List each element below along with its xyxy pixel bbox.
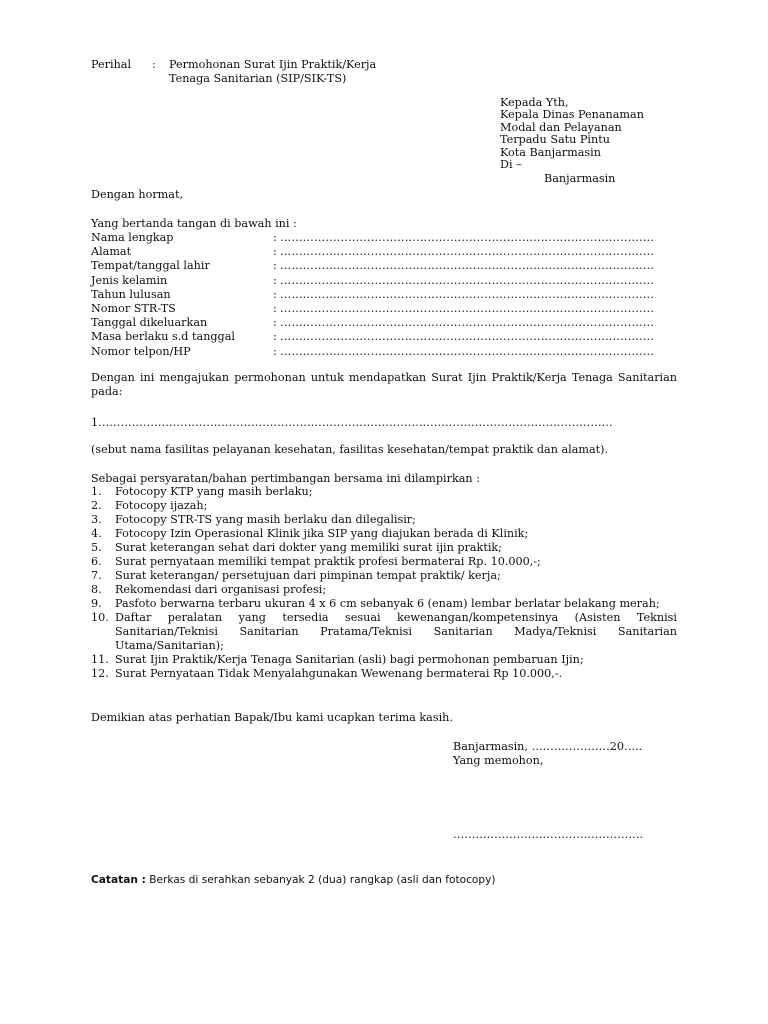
field-row-masa-berlaku [91, 330, 671, 344]
field-blank: ……………………………………………………………………………………… [280, 259, 655, 273]
subject-label: Perihal [91, 58, 132, 71]
requirement-item [91, 569, 677, 583]
requirements-list [91, 485, 677, 681]
requirement-number: 7. [91, 569, 102, 582]
signature-line: …………………………………………… [453, 828, 644, 841]
requirement-text: Rekomendasi dari organisasi profesi; [115, 583, 327, 596]
requirement-text: Daftar peralatan yang tersedia sesuai kewenangan/kompetensinya (Asisten Teknisi Sanitarian/Teknisi Sanitarian Pratama/Teknisi Sanitarian Madya/Teknisi Sanitarian Utama/Sanitarian); [115, 611, 677, 652]
field-label: Masa berlaku s.d tanggal [91, 330, 235, 344]
requirement-number: 8. [91, 583, 102, 596]
requirement-item [91, 527, 677, 541]
field-blank: ……………………………………………………………………………………… [280, 245, 655, 259]
requirement-text: Fotocopy ijazah; [115, 499, 208, 512]
requirement-number: 1. [91, 485, 102, 498]
field-blank: ……………………………………………………………………………………… [280, 301, 655, 315]
requirement-item [91, 611, 677, 653]
field-row-tanggal-dikeluarkan [91, 316, 671, 330]
requirements-intro: Sebagai persyaratan/bahan pertimbangan bersama ini dilampirkan : [91, 472, 480, 485]
requirement-text: Fotocopy STR-TS yang masih berlaku dan dilegalisir; [115, 513, 416, 526]
field-blank: ……………………………………………………………………………………… [280, 231, 655, 244]
facility-blank-line: 1………………………………………………………………………………………………………………………… [91, 416, 613, 429]
requirement-item [91, 499, 677, 513]
requirement-number: 12. [91, 667, 109, 680]
requirement-item [91, 653, 677, 667]
closing-sentence: Demikian atas perhatian Bapak/Ibu kami ucapkan terima kasih. [91, 711, 453, 724]
field-blank: ……………………………………………………………………………………… [280, 344, 655, 358]
intro-text: Yang bertanda tangan di bawah ini : [91, 217, 297, 230]
signature-place-date: Banjarmasin, …………………20….. [453, 740, 643, 753]
requirement-text: Surat keterangan sehat dari dokter yang memiliki surat ijin praktik; [115, 541, 502, 554]
field-row-jenis-kelamin [91, 274, 671, 288]
field-blank: ……………………………………………………………………………………… [280, 316, 655, 330]
note [91, 873, 496, 887]
requirement-number: 9. [91, 597, 102, 610]
facility-note: (sebut nama fasilitas pelayanan kesehatan, fasilitas kesehatan/tempat praktik dan alamat). [91, 443, 609, 456]
requirement-text: Surat keterangan/ persetujuan dari pimpinan tempat praktik/ kerja; [115, 569, 501, 582]
field-colon: : [273, 245, 277, 259]
requirement-item [91, 555, 677, 569]
note-text: Berkas di serahkan sebanyak 2 (dua) rangkap (asli dan fotocopy) [145, 874, 496, 886]
requirement-number: 5. [91, 541, 102, 554]
field-colon: : [273, 231, 277, 244]
subject-colon: : [152, 58, 156, 71]
requirement-text: Surat Ijin Praktik/Kerja Tenaga Sanitarian (asli) bagi permohonan pembaruan Ijin; [115, 653, 584, 666]
addressee-line: Kepada Yth, [500, 96, 569, 109]
addressee-city: Banjarmasin [544, 172, 616, 186]
requirement-number: 2. [91, 499, 102, 512]
field-label: Nomor STR-TS [91, 301, 176, 315]
field-blank: ……………………………………………………………………………………… [280, 273, 655, 287]
subject-text [169, 58, 376, 86]
field-label: Nama lengkap [91, 231, 174, 244]
requirement-text: Fotocopy Izin Operasional Klinik jika SIP yang diajukan berada di Klinik; [115, 527, 529, 540]
requirement-text: Surat pernyataan memiliki tempat praktik profesi bermaterai Rp. 10.000,-; [115, 555, 541, 568]
field-row-nomor-telpon [91, 345, 671, 359]
requirement-number: 4. [91, 527, 102, 540]
field-colon: : [273, 301, 277, 315]
field-label: Alamat [91, 245, 132, 259]
field-label: Jenis kelamin [91, 273, 168, 287]
addressee-line: Terpadu Satu Pintu [500, 133, 610, 147]
requirement-item [91, 667, 677, 681]
field-label: Tempat/tanggal lahir [91, 259, 210, 273]
addressee-line: Di – [500, 157, 522, 171]
requirement-text: Surat Pernyataan Tidak Menyalahgunakan Wewenang bermaterai Rp 10.000,-. [115, 667, 563, 680]
field-colon: : [273, 287, 277, 301]
field-row-ttl [91, 259, 671, 273]
requirement-item [91, 541, 677, 555]
field-label: Tahun lulusan [91, 287, 171, 301]
subject-line-1: Permohonan Surat Ijin Praktik/Kerja [169, 58, 377, 71]
requirement-item [91, 597, 677, 611]
requirement-text: Fotocopy KTP yang masih berlaku; [115, 485, 313, 498]
note-label: Catatan : [91, 874, 146, 886]
field-row-nama [91, 231, 671, 245]
field-row-alamat [91, 245, 671, 259]
request-paragraph: Dengan ini mengajukan permohonan untuk mendapatkan Surat Ijin Praktik/Kerja Tenaga Sanitarian pada: [91, 371, 677, 398]
addressee-line: Modal dan Pelayanan [500, 120, 622, 134]
subject-line-2: Tenaga Sanitarian (SIP/SIK-TS) [169, 72, 347, 85]
field-colon: : [273, 330, 277, 344]
requirement-item [91, 583, 677, 597]
requirement-number: 6. [91, 555, 102, 568]
requirement-number: 10. [91, 611, 109, 624]
addressee-block [500, 96, 644, 185]
field-row-nomor-str [91, 302, 671, 316]
field-blank: ……………………………………………………………………………………… [280, 330, 655, 344]
field-colon: : [273, 344, 277, 358]
field-colon: : [273, 316, 277, 330]
addressee-line: Kota Banjarmasin [500, 145, 601, 159]
field-colon: : [273, 273, 277, 287]
field-blank: ……………………………………………………………………………………… [280, 287, 655, 301]
signature-applicant-label: Yang memohon, [453, 754, 544, 767]
requirement-item [91, 485, 677, 499]
field-colon: : [273, 259, 277, 273]
addressee-line: Kepala Dinas Penanaman [500, 108, 644, 122]
salutation: Dengan hormat, [91, 188, 184, 201]
applicant-fields [91, 231, 671, 359]
field-label: Tanggal dikeluarkan [91, 316, 208, 330]
field-label: Nomor telpon/HP [91, 344, 191, 358]
requirement-number: 11. [91, 653, 109, 666]
requirement-text: Pasfoto berwarna terbaru ukuran 4 x 6 cm sebanyak 6 (enam) lembar berlatar belakang merah; [115, 597, 660, 610]
field-row-tahun-lulusan [91, 288, 671, 302]
requirement-item [91, 513, 677, 527]
requirement-number: 3. [91, 513, 102, 526]
